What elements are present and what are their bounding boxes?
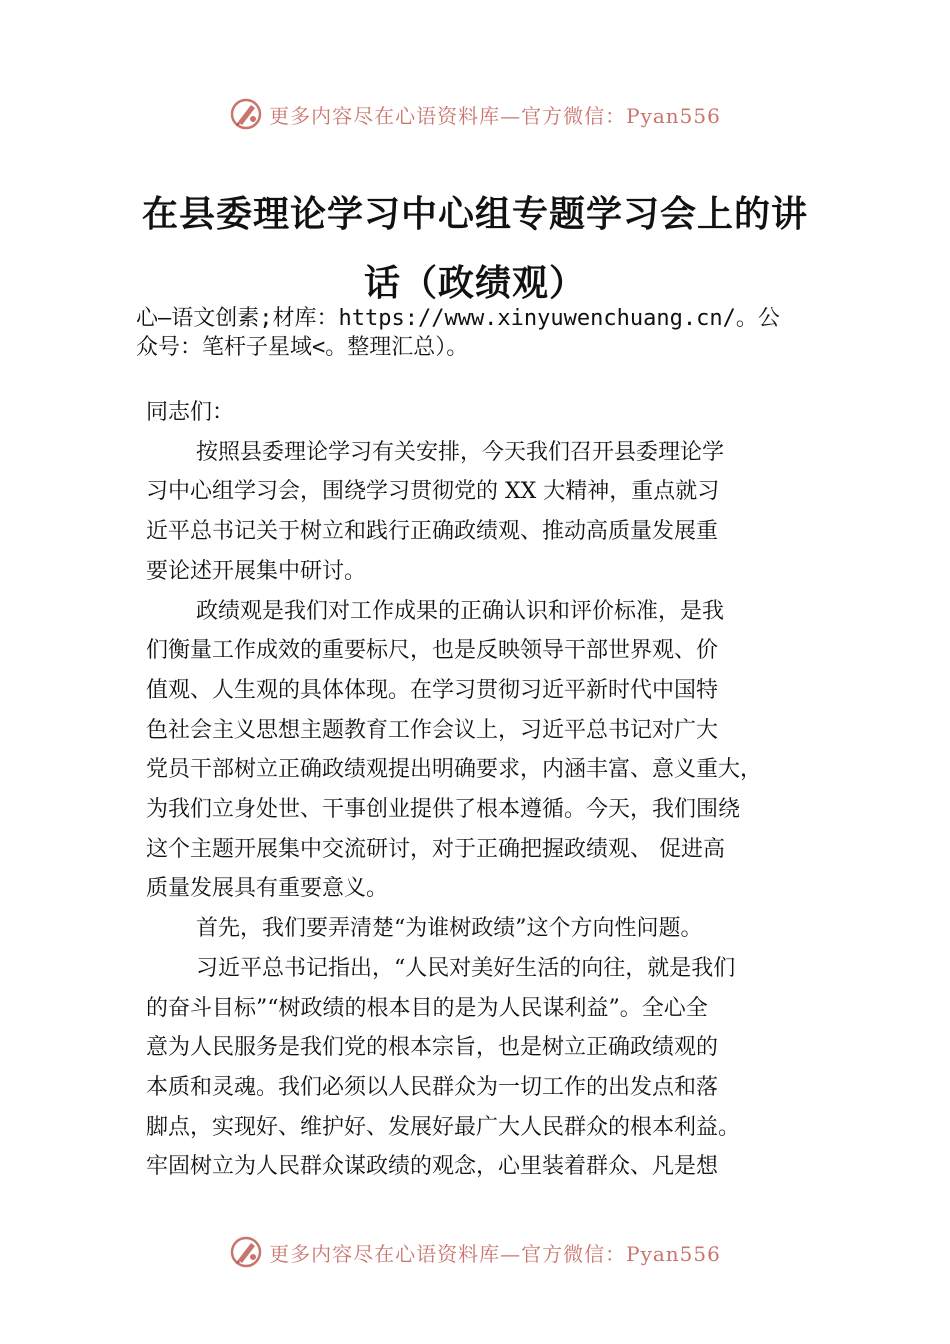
body-line: 同志们： [146,400,235,425]
source-note-line-1: 心—语文创素;材库：https://www.xinyuwenchuang.cn/。公 [136,306,780,331]
banner-text: 更多内容尽在心语资料库—官方微信：Pyan556 [269,103,721,128]
body-line: 习近平总书记指出，“人民对美好生活的向往，就是我们 [196,956,736,981]
body-line: 要论述开展集中研讨。 [146,559,367,584]
body-line: 政绩观是我们对工作成果的正确认识和评价标准，是我 [196,599,725,624]
body-line: 这个主题开展集中交流研讨，对于正确把握政绩观、 促进高 [146,837,725,862]
body-line: 按照县委理论学习有关安排，今天我们召开县委理论学 [196,440,725,465]
header-banner [0,94,950,134]
pen-seal-icon [229,1235,263,1269]
body-line: 色社会主义思想主题教育工作会议上，习近平总书记对广大 [146,718,719,743]
body-line: 本质和灵魂。我们必须以人民群众为一切工作的出发点和落 [146,1075,719,1100]
body-line: 为我们立身处世、干事创业提供了根本遵循。今天，我们围绕 [146,797,741,822]
pen-seal-icon [229,97,263,131]
body-line: 党员干部树立正确政绩观提出明确要求，内涵丰富、意义重大， [146,757,763,782]
body-line: 近平总书记关于树立和践行正确政绩观、推动高质量发展重 [146,519,719,544]
body-line: 首先，我们要弄清楚“为谁树政绩”这个方向性问题。 [196,916,703,941]
body-line: 牢固树立为人民群众谋政绩的观念，心里装着群众、凡是想 [146,1154,719,1179]
body-line: 值观、人生观的具体体现。在学习贯彻习近平新时代中国特 [146,678,719,703]
source-note-line-2: 众号：笔杆子星域<。整理汇总）。 [136,335,469,360]
body-line: 脚点，实现好、维护好、发展好最广大人民群众的根本利益。 [146,1115,741,1140]
document-title-line-1: 在县委理论学习中心组专题学习会上的讲 [141,193,808,235]
body-line: 的奋斗目标”“树政绩的根本目的是为人民谋利益”。全心全 [146,996,708,1021]
footer-banner [0,1232,950,1272]
body-line: 习中心组学习会，围绕学习贯彻党的 XX 大精神，重点就习 [146,479,720,504]
body-line: 意为人民服务是我们党的根本宗旨，也是树立正确政绩观的 [146,1035,719,1060]
document-title-line-2: 话（政绩观） [363,262,586,304]
body-line: 质量发展具有重要意义。 [146,876,389,901]
banner-text: 更多内容尽在心语资料库—官方微信：Pyan556 [269,1241,721,1266]
body-line: 们衡量工作成效的重要标尺，也是反映领导干部世界观、价 [146,638,719,663]
